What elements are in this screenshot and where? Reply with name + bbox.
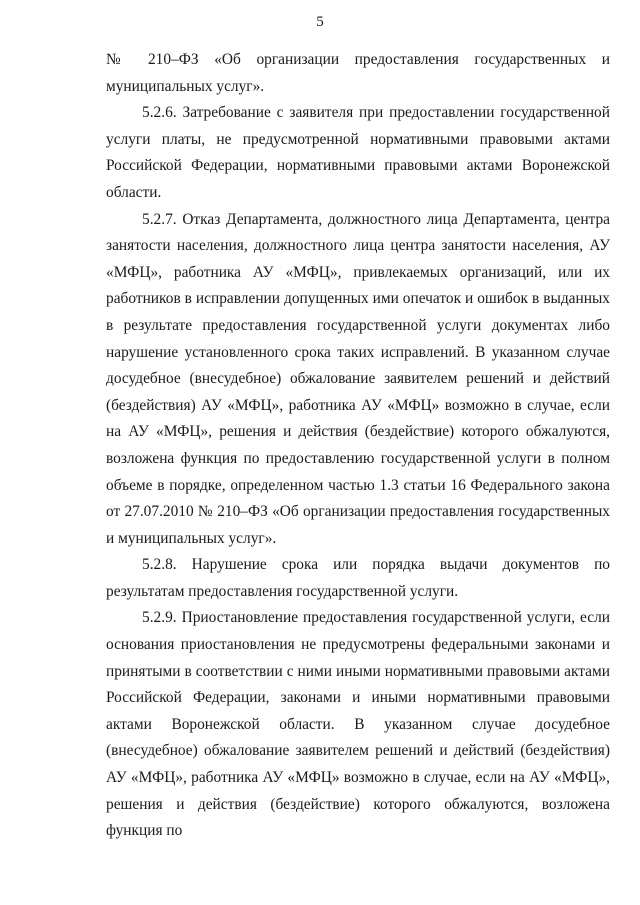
paragraph-5-2-9: 5.2.9. Приостановление предоставления государственной услуги, если основания приостановления не предусмотрены федеральными законами и принятыми в соответствии с ними иными нормативными правовыми актами Российской Федерации, законами и иными нормативными правовыми актами Воронежской области. В указанном случае досудебное (внесудебное) обжалование заявителем решений и действий (бездействия) АУ «МФЦ», работника АУ «МФЦ» возможно в случае, если на АУ «МФЦ», решения и действия (бездействие) которого обжалуются, возложена функция по [106,609,610,840]
paragraph-5-2-6: 5.2.6. Затребование с заявителя при предоставлении государственной услуги платы, не предусмотренной нормативными правовыми актами Российской Федерации, нормативными правовыми актами Воронежской области. [106,104,610,201]
paragraph-continuation: № 210–ФЗ «Об организации предоставления государственных и муниципальных услуг». [106,51,610,95]
page-number: 5 [316,14,324,30]
document-body [106,47,610,845]
paragraph-5-2-8: 5.2.8. Нарушение срока или порядка выдачи документов по результатам предоставления государственной услуги. [106,556,610,600]
paragraph-5-2-7: 5.2.7. Отказ Департамента, должностного лица Департамента, центра занятости населения, должностного лица центра занятости населения, АУ «МФЦ», работника АУ «МФЦ», привлекаемых организаций, или их работников в исправлении допущенных ими опечаток и ошибок в выданных в результате предоставления государственной услуги документах либо нарушение установленного срока таких исправлений. В указанном случае досудебное (внесудебное) обжалование заявителем решений и действий (бездействия) АУ «МФЦ», работника АУ «МФЦ» возможно в случае, если на АУ «МФЦ», решения и действия (бездействие) которого обжалуются, возложена функция по предоставлению государственной услуги в полном объеме в порядке, определенном частью 1.3 статьи 16 Федерального закона от 27.07.2010 № 210–ФЗ «Об организации предоставления государственных и муниципальных услуг». [106,210,610,547]
